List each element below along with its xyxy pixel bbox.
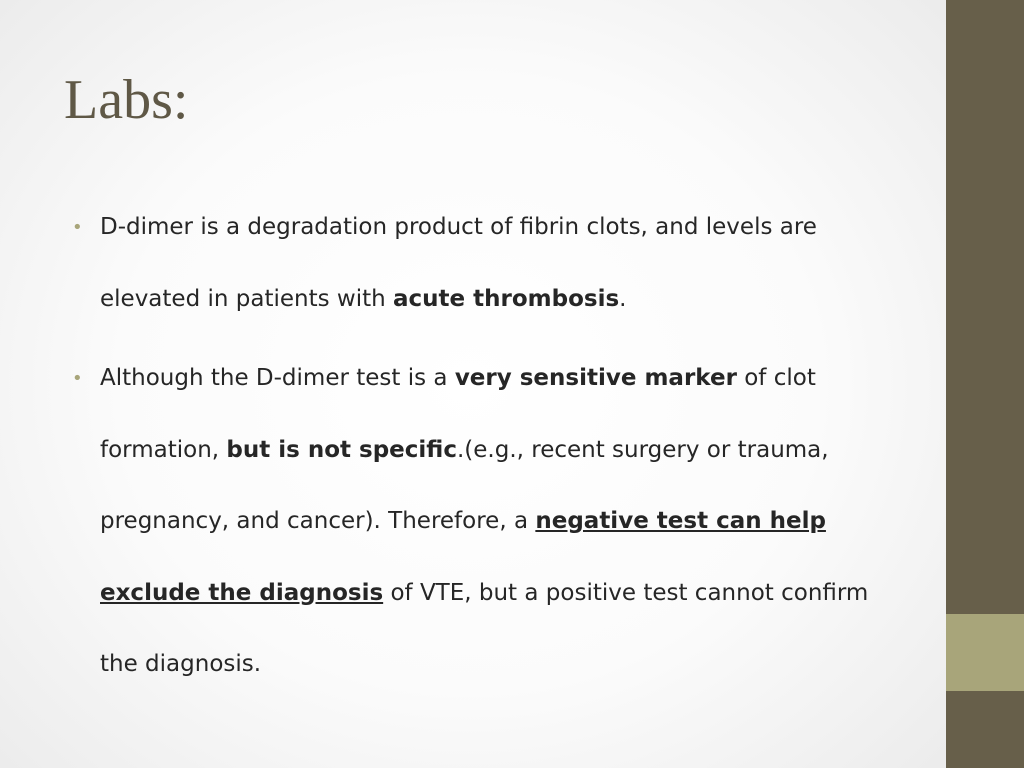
bullet-1-bold-acute-thrombosis: acute thrombosis [393, 285, 620, 312]
bullet-dot-icon: • [72, 217, 83, 238]
bullet-item-2 [72, 343, 900, 701]
side-bar-dark-bottom [946, 691, 1024, 768]
slide-title: Labs: [64, 69, 189, 131]
bullet-2-text-c: .(e.g., recent surgery or trauma, pregnancy, and cancer). Therefore, a [100, 436, 829, 534]
bullet-2-text-b: of clot formation, [100, 365, 816, 463]
side-bar-light-accent [946, 614, 1024, 691]
bullet-2-text-a: Although the D-dimer test is a [100, 365, 455, 391]
bullet-1-period: . [619, 285, 627, 312]
bullet-2-text-d: of VTE, but a positive test cannot confirm the diagnosis. [100, 579, 869, 677]
side-bar-dark-top [946, 0, 1024, 614]
bullet-2-underlined-negative-test: negative test can help exclude the diagnosis [100, 508, 826, 606]
decorative-side-bar [946, 0, 1024, 768]
bullet-dot-icon: • [72, 368, 83, 389]
bullet-2-bold-sensitive-marker: very sensitive marker [454, 365, 737, 391]
bullet-2-bold-not-specific: but is not specific [226, 436, 457, 463]
bullet-item-1 [72, 192, 900, 335]
bullet-list [72, 192, 900, 709]
bullet-1-text: D-dimer is a degradation product of fibrin clots, and levels are elevated in patients with [100, 214, 817, 312]
